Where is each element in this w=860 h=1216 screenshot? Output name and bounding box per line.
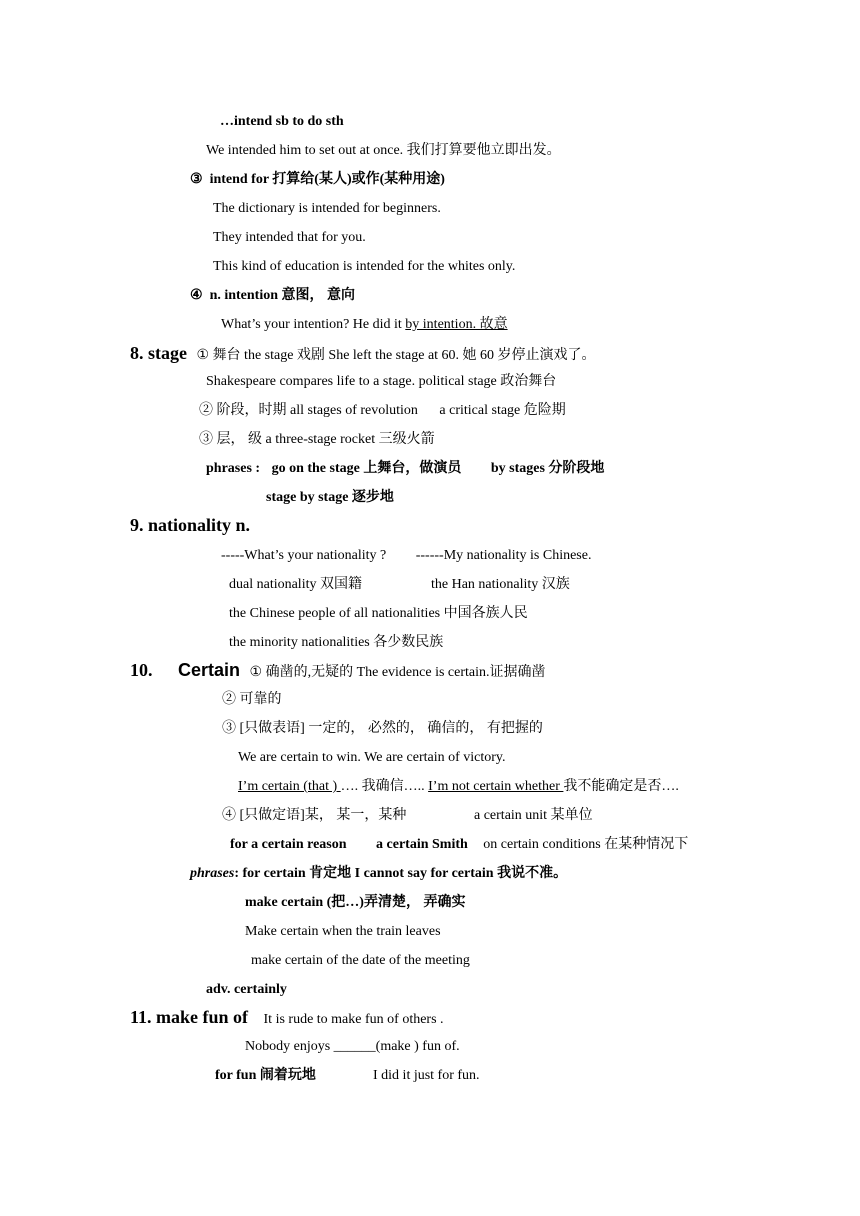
certain-meaning-4 [222, 807, 406, 825]
nationality-minority: the minority nationalities 各少数民族 [229, 635, 444, 650]
phrases-label: phrases [190, 866, 235, 881]
phrase-stage-by-stage: stage by stage 逐步地 [266, 490, 394, 505]
underlined-phrase: I’m certain (that ) [238, 779, 341, 794]
certain-meaning-1: ① 确凿的,无疑的 The evidence is certain.证据确凿 [249, 665, 546, 680]
makefun-forfun-row [215, 1067, 316, 1085]
makefun-example-rude: It is rude to make fun of others . [263, 1012, 444, 1027]
certain-meaning-4-b: a certain unit 某单位 [474, 808, 593, 823]
phrase-go-on-stage: go on the stage 上舞台，做演员 [271, 461, 462, 476]
point-number: ④ [190, 288, 203, 303]
nationality-answer: ------My nationality is Chinese. [415, 548, 592, 563]
certain-collocations [230, 836, 688, 854]
nationality-dual: dual nationality 双国籍 [229, 577, 362, 592]
makefun-line-1 [130, 1006, 444, 1031]
certain-number: 10. [130, 660, 153, 680]
certain-example-win: We are certain to win. We are certain of victory. [238, 750, 506, 765]
nationality-dual-row [229, 576, 362, 594]
certain-example-date: make certain of the date of the meeting [251, 953, 470, 968]
phrases-label: phrases : [206, 461, 261, 476]
stage-meaning-2-a: ② 阶段，时期 all stages of revolution [199, 403, 418, 418]
certain-example-sure [238, 778, 679, 796]
stage-phrases [206, 460, 604, 478]
certain-meaning-4-a: ④ [只做定语]某， 某一，某种 [222, 808, 407, 823]
stage-meaning-3: ③ 层， 级 a three-stage rocket 三级火箭 [199, 432, 435, 447]
certain-adverb: adv. certainly [206, 982, 287, 997]
intend-point-4 [190, 287, 355, 305]
stage-example-shakespeare: Shakespeare compares life to a stage. political stage 政治舞台 [206, 374, 557, 389]
makefun-example-did: I did it just for fun. [373, 1068, 480, 1083]
intend-pattern: …intend sb to do sth [220, 114, 344, 129]
intend-example-education: This kind of education is intended for the whites only. [213, 259, 516, 274]
collocation-conditions: on certain conditions 在某种情况下 [483, 837, 689, 852]
intend-point-3 [190, 171, 445, 189]
collocation-smith: a certain Smith [376, 837, 468, 852]
nationality-heading: 9. nationality n. [130, 515, 251, 535]
point-number: ③ [190, 172, 203, 187]
certain-heading: Certain [178, 660, 241, 680]
example-text: What’s your intention? He did it [221, 317, 406, 332]
intend-example-dictionary: The dictionary is intended for beginners. [213, 201, 441, 216]
underlined-phrase: by intention. 故意 [405, 317, 508, 332]
nationality-dialogue [221, 547, 591, 565]
stage-meaning-1: ① 舞台 the stage 戏剧 She left the stage at 60. 她 60 岁停止演戏了。 [196, 348, 596, 363]
intend-example-intention [221, 316, 508, 334]
phrase-by-stages: by stages 分阶段地 [490, 461, 605, 476]
collocation-reason: for a certain reason [230, 837, 347, 852]
point-text: n. intention 意图， 意向 [209, 288, 356, 303]
underlined-phrase: I’m not certain whether [428, 779, 564, 794]
nationality-han: the Han nationality 汉族 [431, 577, 570, 592]
phrase-make-certain: make certain (把…)弄清楚， 弄确实 [245, 895, 466, 910]
phrase-for-fun: for fun 闹着玩地 [215, 1068, 316, 1083]
nationality-question: -----What’s your nationality ? [221, 548, 387, 563]
makefun-heading: 11. make fun of [130, 1007, 249, 1027]
stage-line-1 [130, 342, 596, 367]
stage-meaning-2 [199, 402, 566, 420]
point-text: intend for 打算给(某人)或作(某种用途) [209, 172, 445, 187]
certain-meaning-3: ③ [只做表语] 一定的， 必然的， 确信的， 有把握的 [222, 721, 543, 736]
stage-meaning-2-b: a critical stage 危险期 [439, 403, 566, 418]
intend-example-intended: We intended him to set out at once. 我们打算要他立即出发。 [206, 143, 561, 158]
example-text: …. 我确信….. [340, 779, 429, 794]
stage-heading: 8. stage [130, 343, 187, 363]
certain-phrases [190, 865, 567, 883]
certain-example-train: Make certain when the train leaves [245, 924, 441, 939]
makefun-example-nobody: Nobody enjoys ______(make ) fun of. [245, 1039, 460, 1054]
intend-example-they: They intended that for you. [213, 230, 366, 245]
phrase-for-certain: : for certain 肯定地 I cannot say for certain 我说不准。 [234, 866, 568, 881]
certain-meaning-2: ② 可靠的 [222, 692, 282, 707]
example-text: 我不能确定是否…. [563, 779, 679, 794]
certain-line-1 [130, 659, 546, 684]
nationality-all: the Chinese people of all nationalities 中国各族人民 [229, 606, 528, 621]
